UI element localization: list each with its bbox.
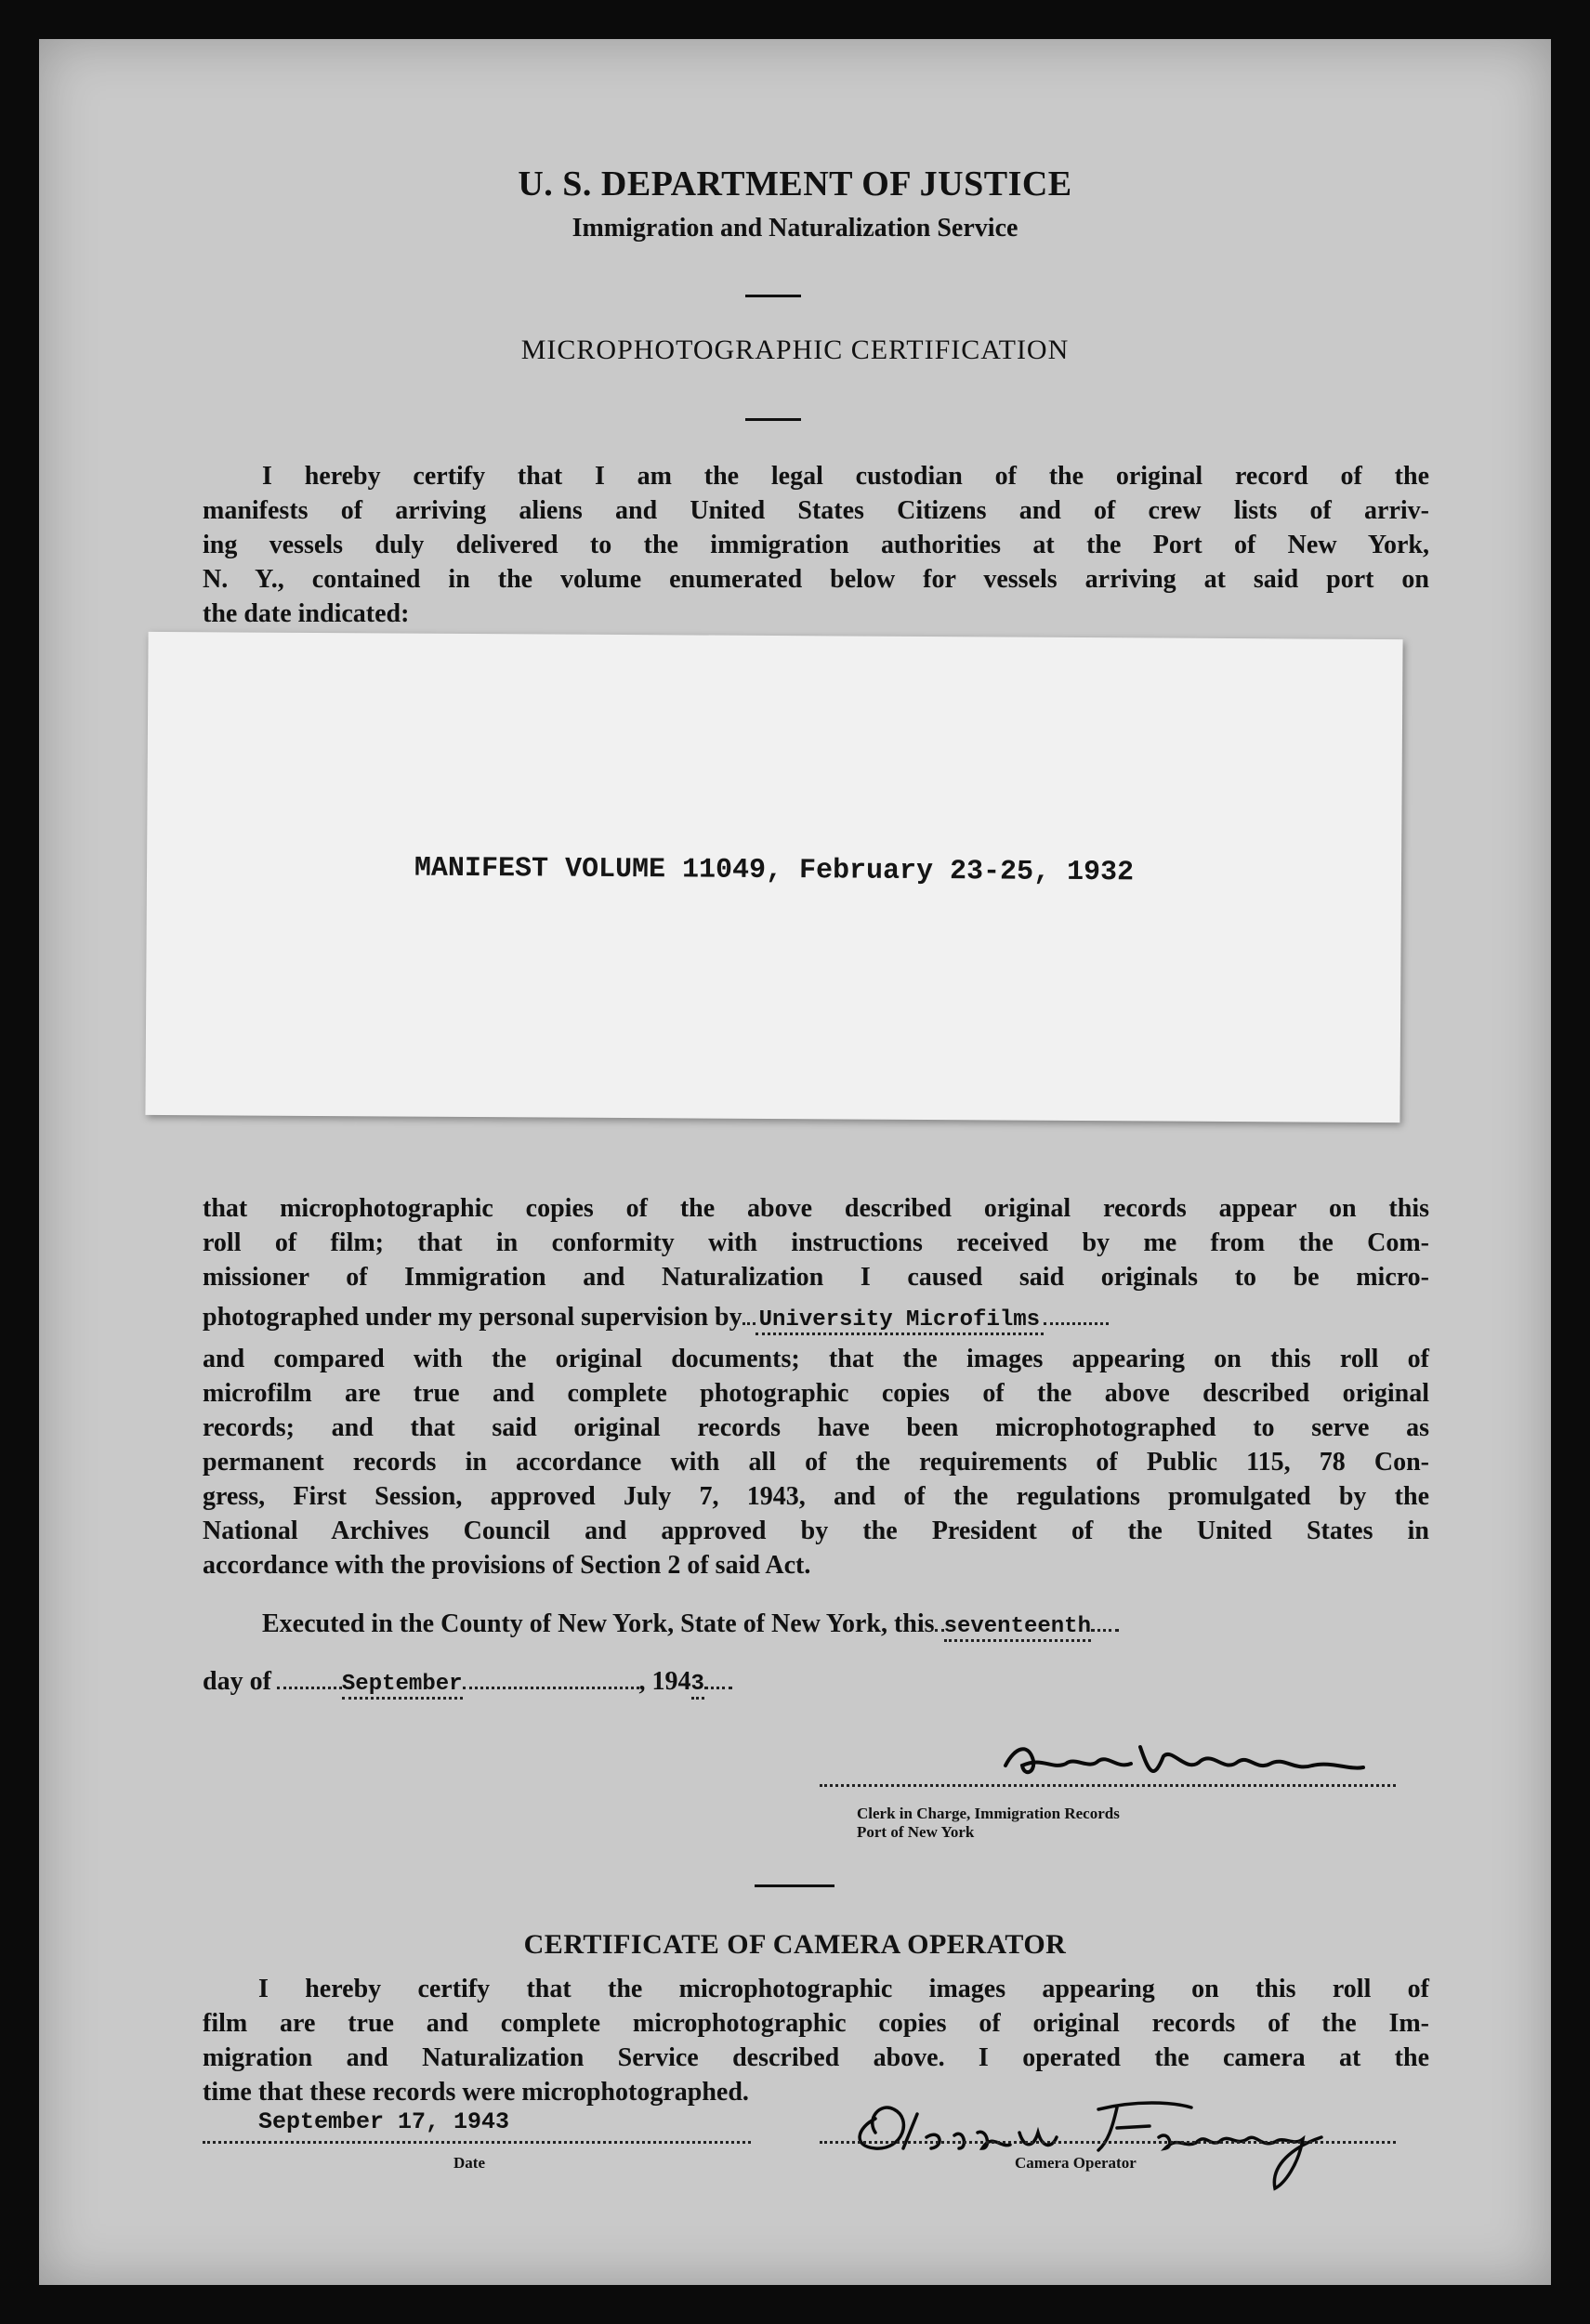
clerk-title-line: Port of New York — [857, 1823, 975, 1841]
paragraph-line: missioner of Immigration and Naturalization I caused said originals to be micro- — [203, 1263, 1429, 1292]
paragraph-line: ing vessels duly delivered to the immigration authorities at the Port of New York, — [203, 531, 1429, 559]
year-prefix: , 194 — [638, 1667, 691, 1696]
body-paragraph — [203, 1191, 1429, 1294]
clerk-signature-line — [820, 1784, 1396, 1787]
operator-label: Camera Operator — [1015, 2154, 1137, 2172]
intro-paragraph — [203, 459, 1429, 631]
paragraph-line: permanent records in accordance with all of the requirements of Public 115, 78 Con- — [203, 1448, 1429, 1477]
executed-day-value: seventeenth — [944, 1614, 1091, 1642]
paragraph-line: roll of film; that in conformity with instructions received by me from the Com- — [203, 1228, 1429, 1257]
supervisor-value: University Microfilms — [756, 1307, 1044, 1335]
paragraph-line: N. Y., contained in the volume enumerated below for vessels arriving at said port on — [203, 565, 1429, 594]
divider — [755, 1884, 834, 1887]
camera-section-title: CERTIFICATE OF CAMERA OPERATOR — [523, 1929, 1067, 1960]
volume-slip-text: MANIFEST VOLUME 11049, February 23-25, 1932 — [414, 852, 1135, 889]
department-heading: U. S. DEPARTMENT OF JUSTICE — [518, 164, 1072, 204]
paragraph-line: I hereby certify that the microphotographic images appearing on this roll of — [258, 1975, 1429, 2003]
paragraph-line: manifests of arriving aliens and United States Citizens and of crew lists of arriv- — [203, 496, 1429, 525]
paragraph-line: and compared with the original documents; that the images appearing on this roll of — [203, 1345, 1429, 1373]
paragraph-line: records; and that said original records have been microphotographed to serve as — [203, 1413, 1429, 1442]
body-paragraph-continued — [203, 1342, 1429, 1582]
paragraph-line: the date indicated: — [203, 599, 410, 628]
operator-signature-line — [820, 2141, 1396, 2144]
dotted-leader — [704, 1687, 732, 1689]
paragraph-line: I hereby certify that I am the legal custodian of the original record of the — [262, 462, 1429, 491]
executed-prefix: Executed in the County of New York, State of New York, this — [262, 1609, 935, 1638]
clerk-title-line: Clerk in Charge, Immigration Records — [857, 1805, 1120, 1822]
dotted-leader — [277, 1687, 342, 1689]
dotted-leader — [463, 1687, 639, 1689]
clerk-title — [857, 1805, 1120, 1842]
volume-slip — [145, 632, 1402, 1123]
divider — [745, 418, 801, 421]
day-of-label: day of — [203, 1667, 271, 1696]
camera-date-value: September 17, 1943 — [258, 2108, 510, 2135]
paragraph-line: gress, First Session, approved July 7, 1943, and of the regulations promulgated by the — [203, 1482, 1429, 1511]
month-value: September — [342, 1672, 463, 1700]
paragraph-line: film are true and complete microphotographic copies of original records of the Im- — [203, 2009, 1429, 2038]
day-of-line — [203, 1667, 732, 1700]
certificate-page — [39, 39, 1551, 2285]
certification-title: MICROPHOTOGRAPHIC CERTIFICATION — [520, 335, 1070, 365]
camera-date-field — [203, 2106, 751, 2135]
dotted-leader — [1044, 1322, 1109, 1325]
year-digit: 3 — [691, 1672, 704, 1700]
paragraph-line: National Archives Council and approved by the President of the United States in — [203, 1517, 1429, 1545]
paragraph-line: microfilm are true and complete photographic copies of the above described original — [203, 1379, 1429, 1408]
supervision-prefix: photographed under my personal supervision by — [203, 1303, 742, 1332]
date-line — [203, 2141, 751, 2144]
executed-line — [262, 1609, 1119, 1642]
service-subheading: Immigration and Naturalization Service — [572, 214, 1018, 243]
paragraph-line: time that these records were microphotographed. — [203, 2078, 749, 2107]
divider — [745, 295, 801, 297]
camera-paragraph — [203, 1972, 1429, 2109]
paragraph-line: migration and Naturalization Service described above. I operated the camera at the — [203, 2043, 1429, 2072]
dotted-leader — [1091, 1629, 1119, 1632]
paragraph-line: that microphotographic copies of the above described original records appear on this — [203, 1194, 1429, 1223]
supervision-line — [203, 1303, 1429, 1335]
paragraph-line: accordance with the provisions of Section 2 of said Act. — [203, 1551, 811, 1580]
date-label: Date — [453, 2154, 485, 2172]
dotted-leader — [935, 1629, 944, 1632]
dotted-leader — [742, 1322, 756, 1325]
